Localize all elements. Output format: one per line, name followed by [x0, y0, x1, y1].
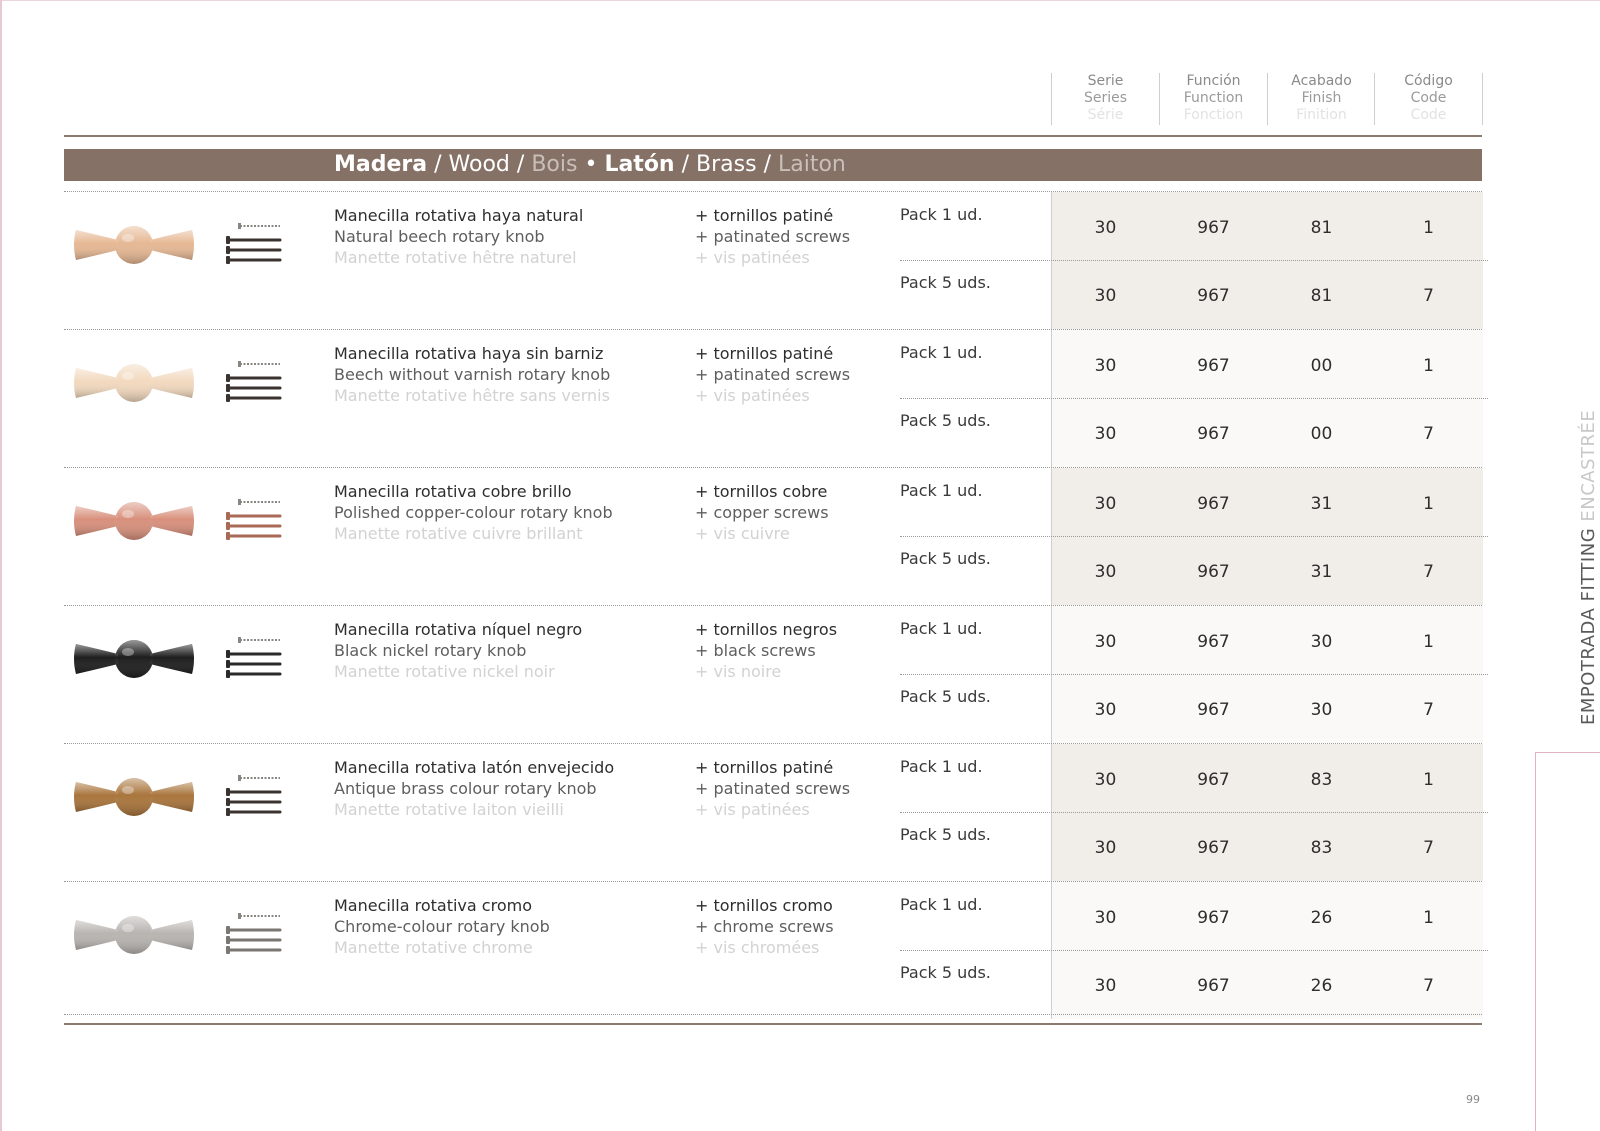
- code-codigo: 1: [1423, 632, 1434, 652]
- band-madera: Madera: [334, 152, 428, 177]
- product-row: [64, 329, 1482, 467]
- product-name-es: Manecilla rotativa cromo: [334, 896, 532, 915]
- header-funcion: [1159, 73, 1267, 125]
- pack-separator: [900, 536, 1488, 537]
- code-codigo: 7: [1423, 562, 1434, 582]
- pack-label: Pack 5 uds.: [900, 825, 991, 844]
- code-row: [1052, 674, 1483, 742]
- band-dot: •: [584, 152, 598, 177]
- header-codigo: [1374, 73, 1483, 125]
- screws-fr: + vis patinées: [695, 386, 810, 405]
- code-codigo: 1: [1423, 356, 1434, 376]
- code-funcion: 967: [1197, 632, 1230, 652]
- code-funcion: 967: [1197, 562, 1230, 582]
- screws-en: + copper screws: [695, 503, 829, 522]
- header-acabado-es: Acabado: [1291, 73, 1352, 89]
- code-acabado: 31: [1310, 494, 1333, 514]
- code-serie: 30: [1094, 700, 1117, 720]
- product-description: [334, 619, 582, 682]
- code-codigo: 1: [1423, 908, 1434, 928]
- page-left-edge: [0, 0, 2, 1131]
- code-row: [1052, 192, 1483, 260]
- product-description: [334, 343, 610, 406]
- product-name-es: Manecilla rotativa haya sin barniz: [334, 344, 604, 363]
- code-funcion: 967: [1197, 218, 1230, 238]
- product-name-en: Natural beech rotary knob: [334, 227, 545, 246]
- screws-en: + chrome screws: [695, 917, 834, 936]
- header-funcion-fr: Fonction: [1183, 107, 1244, 123]
- code-acabado: 81: [1310, 286, 1333, 306]
- pack-label: Pack 1 ud.: [900, 481, 983, 500]
- header-acabado-en: Finish: [1301, 90, 1342, 106]
- product-name-en: Antique brass colour rotary knob: [334, 779, 597, 798]
- code-codigo: 7: [1423, 424, 1434, 444]
- code-funcion: 967: [1197, 976, 1230, 996]
- code-codigo: 7: [1423, 838, 1434, 858]
- pack-label: Pack 5 uds.: [900, 687, 991, 706]
- code-funcion: 967: [1197, 770, 1230, 790]
- product-table: [64, 191, 1482, 1019]
- screws-es: + tornillos patiné: [695, 758, 834, 777]
- product-name-es: Manecilla rotativa latón envejecido: [334, 758, 615, 777]
- product-description: [334, 481, 613, 544]
- code-acabado: 26: [1310, 908, 1333, 928]
- code-codigo: 1: [1423, 218, 1434, 238]
- pack-label: Pack 1 ud.: [900, 757, 983, 776]
- code-funcion: 967: [1197, 908, 1230, 928]
- pack-label: Pack 5 uds.: [900, 411, 991, 430]
- pack-separator: [900, 260, 1488, 261]
- band-laiton: Laiton: [778, 152, 846, 177]
- screws-description: [695, 757, 850, 820]
- product-name-fr: Manette rotative nickel noir: [334, 662, 555, 681]
- code-funcion: 967: [1197, 838, 1230, 858]
- screws-description: [695, 895, 834, 958]
- pack-label: Pack 5 uds.: [900, 273, 991, 292]
- code-row: [1052, 882, 1483, 950]
- screws-icon: [224, 496, 284, 542]
- band-laton: Latón: [604, 152, 675, 177]
- page-number: 99: [1466, 1093, 1480, 1106]
- code-acabado: 83: [1310, 770, 1333, 790]
- code-serie: 30: [1094, 218, 1117, 238]
- code-serie: 30: [1094, 838, 1117, 858]
- product-row: [64, 743, 1482, 881]
- screws-es: + tornillos negros: [695, 620, 838, 639]
- header-serie-es: Serie: [1087, 73, 1124, 89]
- black-nickel-knob-icon: [72, 630, 196, 686]
- screws-icon: [224, 634, 284, 680]
- product-name-fr: Manette rotative cuivre brillant: [334, 524, 583, 543]
- header-serie-fr: Série: [1087, 107, 1124, 123]
- screws-en: + black screws: [695, 641, 816, 660]
- screws-fr: + vis patinées: [695, 800, 810, 819]
- header-codigo-fr: Code: [1410, 107, 1447, 123]
- code-acabado: 00: [1310, 424, 1333, 444]
- band-sep-2: /: [516, 152, 525, 177]
- screws-es: + tornillos patiné: [695, 206, 834, 225]
- code-serie: 30: [1094, 562, 1117, 582]
- pack-label: Pack 1 ud.: [900, 895, 983, 914]
- screws-description: [695, 205, 850, 268]
- pack-separator: [900, 398, 1488, 399]
- code-serie: 30: [1094, 632, 1117, 652]
- bottom-dotted-rule: [64, 1014, 1482, 1015]
- chrome-knob-icon: [72, 906, 196, 962]
- code-row: [1052, 398, 1483, 466]
- product-row: [64, 191, 1482, 329]
- screws-icon: [224, 772, 284, 818]
- product-name-fr: Manette rotative laiton vieilli: [334, 800, 564, 819]
- code-acabado: 26: [1310, 976, 1333, 996]
- screws-description: [695, 481, 829, 544]
- code-serie: 30: [1094, 908, 1117, 928]
- band-sep-3: /: [681, 152, 690, 177]
- product-description: [334, 205, 583, 268]
- code-funcion: 967: [1197, 424, 1230, 444]
- product-name-es: Manecilla rotativa níquel negro: [334, 620, 583, 639]
- code-acabado: 81: [1310, 218, 1333, 238]
- header-funcion-en: Function: [1183, 90, 1244, 106]
- product-row: [64, 467, 1482, 605]
- section-band: [64, 149, 1482, 181]
- screws-fr: + vis cuivre: [695, 524, 790, 543]
- pack-label: Pack 1 ud.: [900, 619, 983, 638]
- header-acabado: [1267, 73, 1375, 125]
- screws-icon: [224, 220, 284, 266]
- screws-fr: + vis patinées: [695, 248, 810, 267]
- code-serie: 30: [1094, 286, 1117, 306]
- section-side-label: [1578, 410, 1599, 725]
- code-serie: 30: [1094, 494, 1117, 514]
- screws-fr: + vis noire: [695, 662, 782, 681]
- screws-es: + tornillos cobre: [695, 482, 828, 501]
- product-name-en: Chrome-colour rotary knob: [334, 917, 550, 936]
- top-rule: [64, 135, 1482, 137]
- code-acabado: 30: [1310, 700, 1333, 720]
- product-name-en: Black nickel rotary knob: [334, 641, 527, 660]
- unvarnished-beech-knob-icon: [72, 354, 196, 410]
- header-serie: [1051, 73, 1159, 125]
- code-serie: 30: [1094, 770, 1117, 790]
- pack-separator: [900, 812, 1488, 813]
- product-name-fr: Manette rotative hêtre naturel: [334, 248, 577, 267]
- product-row: [64, 605, 1482, 743]
- product-name-fr: Manette rotative hêtre sans vernis: [334, 386, 610, 405]
- screws-icon: [224, 358, 284, 404]
- screws-description: [695, 343, 850, 406]
- screws-icon: [224, 910, 284, 956]
- right-tab-frame: [1535, 752, 1600, 1131]
- bottom-rule: [64, 1023, 1482, 1025]
- side-label-light: ENCASTRÉE: [1578, 409, 1599, 522]
- product-row: [64, 881, 1482, 1019]
- code-row: [1052, 536, 1483, 604]
- screws-en: + patinated screws: [695, 365, 851, 384]
- code-funcion: 967: [1197, 494, 1230, 514]
- copper-knob-icon: [72, 492, 196, 548]
- header-codigo-en: Code: [1410, 90, 1447, 106]
- code-funcion: 967: [1197, 286, 1230, 306]
- band-brass: Brass: [696, 152, 757, 177]
- code-serie: 30: [1094, 976, 1117, 996]
- code-codigo: 7: [1423, 700, 1434, 720]
- pack-label: Pack 1 ud.: [900, 205, 983, 224]
- pack-label: Pack 1 ud.: [900, 343, 983, 362]
- screws-fr: + vis chromées: [695, 938, 820, 957]
- header-serie-en: Series: [1083, 90, 1128, 106]
- band-wood: Wood: [448, 152, 510, 177]
- code-acabado: 31: [1310, 562, 1333, 582]
- product-description: [334, 757, 614, 820]
- pack-label: Pack 5 uds.: [900, 963, 991, 982]
- band-sep-4: /: [763, 152, 771, 177]
- antique-brass-knob-icon: [72, 768, 196, 824]
- pack-label: Pack 5 uds.: [900, 549, 991, 568]
- product-name-es: Manecilla rotativa haya natural: [334, 206, 584, 225]
- code-funcion: 967: [1197, 356, 1230, 376]
- screws-en: + patinated screws: [695, 779, 851, 798]
- code-codigo: 1: [1423, 770, 1434, 790]
- band-sep-1: /: [434, 152, 442, 177]
- code-row: [1052, 330, 1483, 398]
- screws-description: [695, 619, 837, 682]
- code-acabado: 00: [1310, 356, 1333, 376]
- code-codigo: 1: [1423, 494, 1434, 514]
- code-row: [1052, 260, 1483, 328]
- code-serie: 30: [1094, 424, 1117, 444]
- pack-separator: [900, 950, 1488, 951]
- code-codigo: 7: [1423, 976, 1434, 996]
- code-row: [1052, 606, 1483, 674]
- page-top-edge: [0, 0, 1600, 1]
- product-name-en: Polished copper-colour rotary knob: [334, 503, 613, 522]
- side-label-main: EMPOTRADA FITTING: [1578, 521, 1599, 725]
- code-acabado: 30: [1310, 632, 1333, 652]
- screws-es: + tornillos patiné: [695, 344, 834, 363]
- code-serie: 30: [1094, 356, 1117, 376]
- code-row: [1052, 468, 1483, 536]
- product-name-en: Beech without varnish rotary knob: [334, 365, 611, 384]
- header-funcion-es: Función: [1186, 73, 1241, 89]
- code-codigo: 7: [1423, 286, 1434, 306]
- code-funcion: 967: [1197, 700, 1230, 720]
- product-description: [334, 895, 550, 958]
- code-acabado: 83: [1310, 838, 1333, 858]
- header-acabado-fr: Finition: [1296, 107, 1347, 123]
- pack-separator: [900, 674, 1488, 675]
- code-row: [1052, 744, 1483, 812]
- beech-knob-icon: [72, 216, 196, 272]
- screws-es: + tornillos cromo: [695, 896, 833, 915]
- header-codigo-es: Código: [1404, 73, 1453, 89]
- product-name-es: Manecilla rotativa cobre brillo: [334, 482, 572, 501]
- band-bois: Bois: [531, 152, 578, 177]
- code-row: [1052, 812, 1483, 880]
- code-row: [1052, 950, 1483, 1018]
- screws-en: + patinated screws: [695, 227, 851, 246]
- product-name-fr: Manette rotative chrome: [334, 938, 533, 957]
